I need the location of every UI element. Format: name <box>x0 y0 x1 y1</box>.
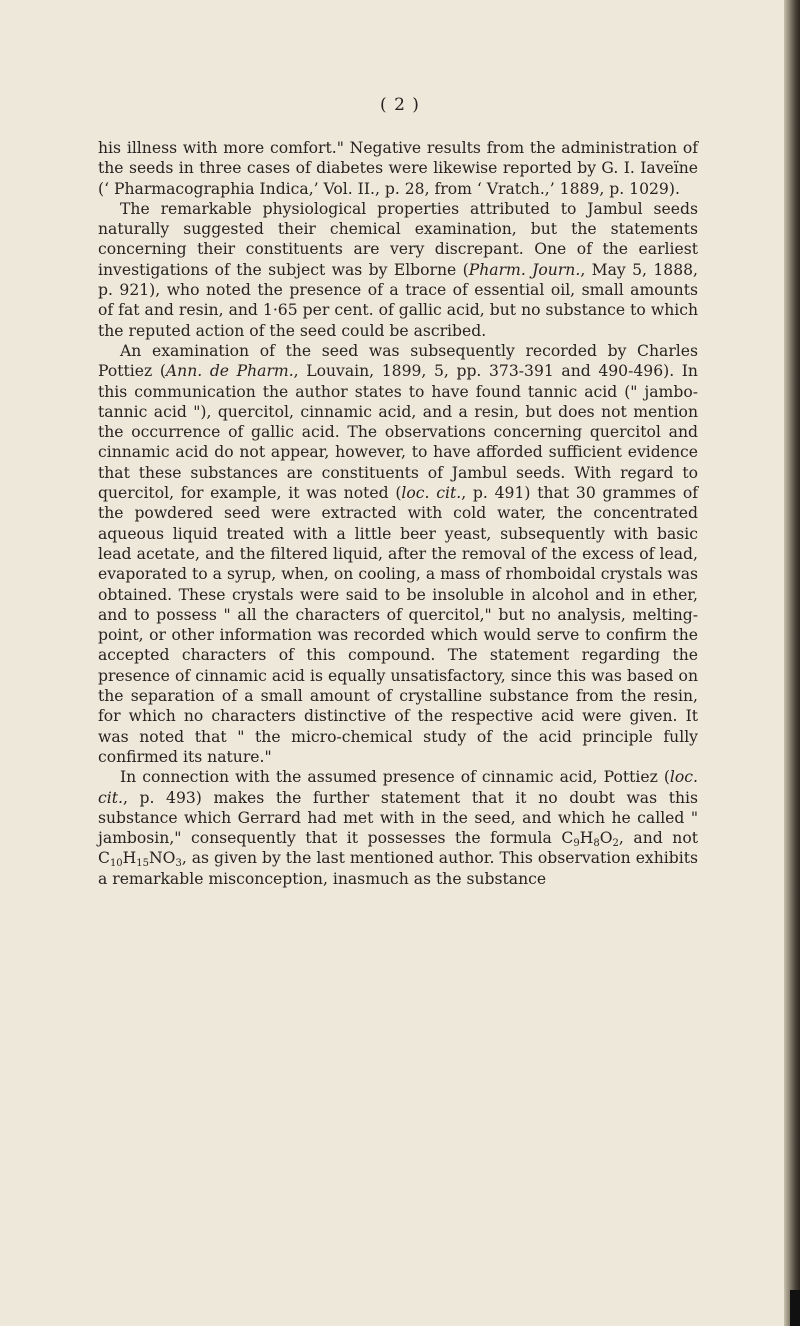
paragraph-4-text-c: , and not <box>618 829 699 848</box>
body-text <box>98 138 698 889</box>
page-number: ( 2 ) <box>380 95 420 115</box>
paragraph-4-text-b: , p. 493) makes the further statement that it no doubt was this substance which Gerrard had met with in the seed, and which he called " jambosin," consequently that it possesses the formula <box>98 788 698 848</box>
paragraph-1: his illness with more comfort." Negative results from the administration of the seeds in three cases of diabetes were likewise reported by G. I. Iaveïne (‘ Pharmacographia Indica,’ Vol. II., p. 28, from ‘ Vratch.,’ 1889, p. 1029). <box>98 139 698 198</box>
citation-pharm-journ: Pharm. Journ. <box>468 260 581 279</box>
paragraph-4 <box>98 767 698 889</box>
formula-c9h8o2: $C_9H_8O_2$ <box>561 829 619 850</box>
paragraph-2-text-a: The remarkable physiological properties attributed to Jambul seeds naturally suggested their chemical examination, but the statements concerning their constituents are very discrepant. One of the earliest investigations of the subject was by Elborne ( <box>98 199 698 279</box>
paragraph-2-text-b: , May 5, 1888, p. 921), who noted the presence of a trace of essential oil, small amounts of fat and resin, and 1·65 per cent. of gallic acid, but no substance to which the reputed action of the seed could be ascribed. <box>98 260 699 340</box>
paragraph-3 <box>98 341 698 767</box>
formula-c10h15no3: $C_{10}H_{15}NO_3$ <box>98 849 182 870</box>
citation-ann-de-pharm: Ann. de Pharm. <box>165 362 294 381</box>
paragraph-2 <box>98 199 698 341</box>
citation-loc-cit-2: loc. cit. <box>98 768 698 807</box>
paragraph-3-text-c: , p. 491) that 30 grammes of the powdered seed were extracted with cold water, the concentrated aqueous liquid treated with a little beer yeast, subsequently with basic lead acetate, and the filtered liquid, after the removal of the excess of lead, evaporated to a syrup, when, on cooling, a mass of rhomboidal crystals was obtained. These crystals were said to be insoluble in alcohol and in ether, and to possess " all the characters of quercitol," but no analysis, melting-point, or other information was recorded which would serve to confirm the accepted characters of this compound. The statement regarding the presence of cinnamic acid is equally unsatisfactory, since this was based on the separation of a small amount of crystalline substance from the resin, for which no characters distinctive of the respective acid were given. It was noted that " the micro-chemical study of the acid principle fully confirmed its nature." <box>98 484 698 766</box>
paragraph-4-text-a: In connection with the assumed presence of cinnamic acid, Pottiez ( <box>120 768 670 787</box>
paragraph-4-text-d: , as given by the last mentioned author. This observation exhibits a remarkable misconception, inasmuch as the substance <box>98 849 698 888</box>
paragraph-3-text-b: , Louvain, 1899, 5, pp. 373-391 and 490-496). In this communication the author states to have found tannic acid (" jambo-tannic acid "), quercitol, cinnamic acid, and a resin, but does not mention the occurrence of gallic acid. The observations concerning quercitol and cinnamic acid do not appear, however, to have afforded sufficient evidence that these substances are constituents of Jambul seeds. With regard to quercitol, for example, it was noted ( <box>98 362 698 503</box>
scan-mark <box>790 1290 800 1326</box>
paragraph-3-text-a: An examination of the seed was subsequently recorded by Charles Pottiez ( <box>98 341 698 381</box>
citation-loc-cit: loc. cit. <box>401 484 462 503</box>
scanned-page-edge <box>784 0 800 1326</box>
